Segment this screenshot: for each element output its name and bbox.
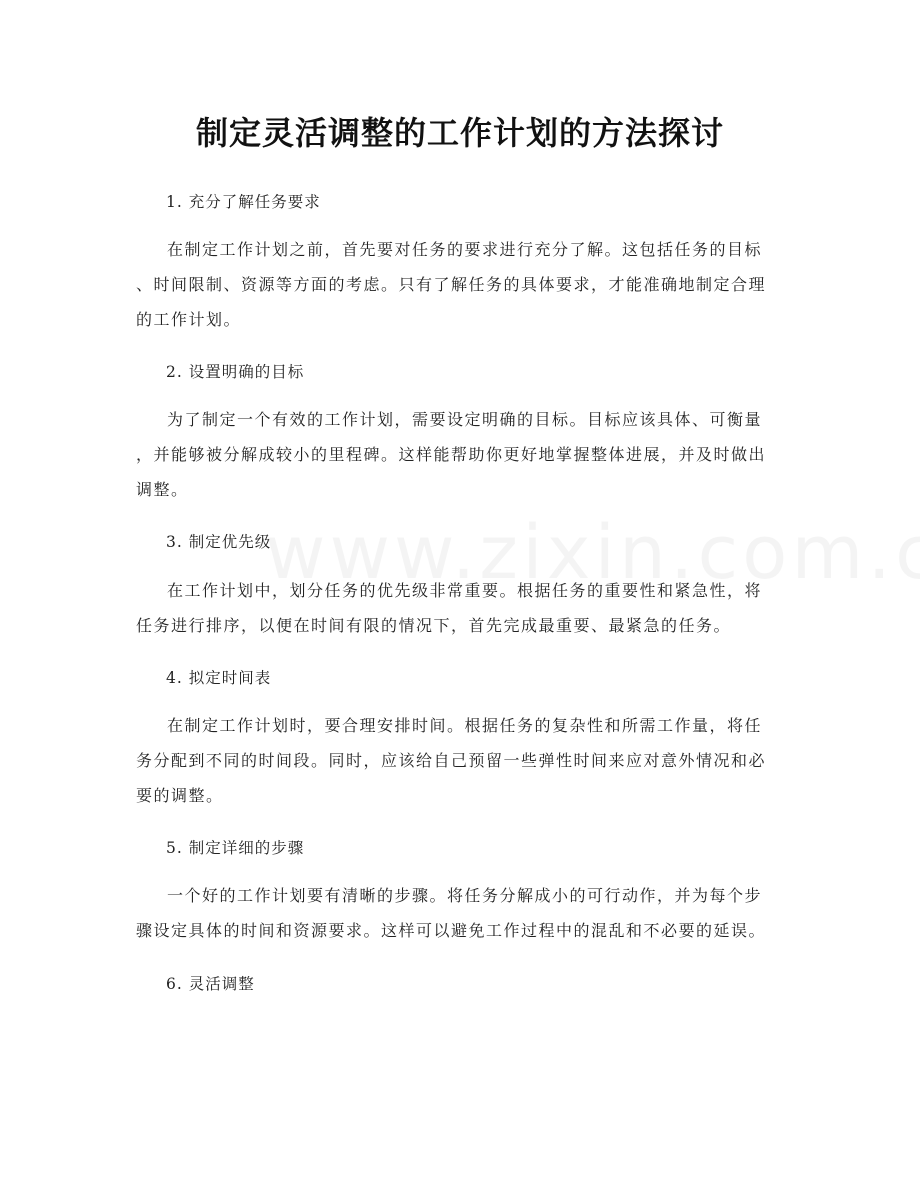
paragraph-line: 在工作计划中，划分任务的优先级非常重要。根据任务的重要性和紧急性，将	[167, 581, 763, 600]
paragraph-line: 任务进行排序，以便在时间有限的情况下，首先完成最重要、最紧急的任务。	[136, 616, 732, 635]
section-heading-4: 4. 拟定时间表	[166, 669, 272, 687]
section-heading-1: 1. 充分了解任务要求	[166, 193, 321, 211]
section-paragraph-4	[136, 708, 786, 813]
section-heading-3: 3. 制定优先级	[166, 533, 272, 551]
paragraph-line: 骤设定具体的时间和资源要求。这样可以避免工作过程中的混乱和不必要的延误。	[136, 921, 767, 940]
paragraph-line: 、时间限制、资源等方面的考虑。只有了解任务的具体要求，才能准确地制定合理	[136, 275, 767, 294]
paragraph-line: 在制定工作计划之前，首先要对任务的要求进行充分了解。这包括任务的目标	[167, 240, 763, 259]
paragraph-line: 一个好的工作计划要有清晰的步骤。将任务分解成小的可行动作，并为每个步	[167, 886, 763, 905]
section-paragraph-2	[136, 402, 786, 507]
document-title: 制定灵活调整的工作计划的方法探讨	[195, 114, 724, 152]
paragraph-line: 的工作计划。	[136, 310, 242, 329]
paragraph-line: 调整。	[136, 480, 189, 499]
paragraph-line: 务分配到不同的时间段。同时，应该给自己预留一些弹性时间来应对意外情况和必	[136, 751, 767, 770]
section-heading-5: 5. 制定详细的步骤	[166, 839, 305, 857]
section-paragraph-3	[136, 573, 786, 643]
paragraph-line: 在制定工作计划时，要合理安排时间。根据任务的复杂性和所需工作量，将任	[167, 716, 763, 735]
section-paragraph-5	[136, 878, 786, 948]
section-paragraph-1	[136, 232, 786, 337]
section-heading-6: 6. 灵活调整	[166, 975, 255, 993]
section-heading-2: 2. 设置明确的目标	[166, 363, 305, 381]
paragraph-line: ，并能够被分解成较小的里程碑。这样能帮助你更好地掌握整体进展，并及时做出	[136, 445, 767, 464]
paragraph-line: 要的调整。	[136, 786, 224, 805]
paragraph-line: 为了制定一个有效的工作计划，需要设定明确的目标。目标应该具体、可衡量	[167, 410, 763, 429]
